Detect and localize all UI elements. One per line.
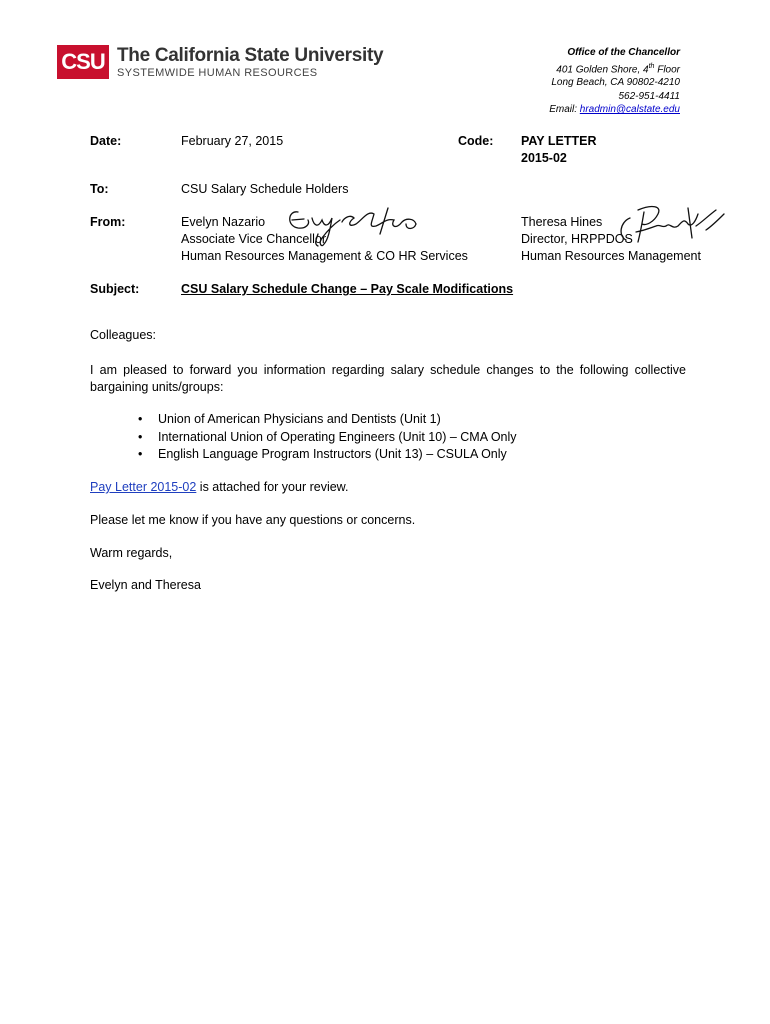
questions-paragraph: Please let me know if you have any questions or concerns. bbox=[90, 513, 416, 527]
attachment-paragraph: Pay Letter 2015-02 is attached for your review. bbox=[90, 480, 349, 494]
signature-evelyn bbox=[284, 200, 434, 250]
list-item: • Union of American Physicians and Dentists (Unit 1) bbox=[138, 411, 517, 429]
csu-logo bbox=[57, 45, 383, 79]
signature-theresa bbox=[612, 200, 727, 250]
sender-1-dept: Human Resources Management & CO HR Services bbox=[181, 249, 468, 263]
logo-subtitle: SYSTEMWIDE HUMAN RESOURCES bbox=[117, 66, 318, 79]
address-line2: Long Beach, CA 90802-4210 bbox=[551, 77, 680, 89]
date-label: Date: bbox=[90, 134, 122, 148]
sender-2-dept: Human Resources Management bbox=[521, 249, 701, 263]
list-item: • English Language Program Instructors (Unit 13) – CSULA Only bbox=[138, 446, 517, 464]
phone-number: 562-951-4411 bbox=[618, 90, 680, 102]
greeting: Colleagues: bbox=[90, 328, 157, 342]
code-value: PAY LETTER 2015-02 bbox=[521, 134, 597, 165]
from-label: From: bbox=[90, 215, 126, 229]
email-link[interactable]: hradmin@calstate.edu bbox=[579, 104, 680, 116]
bargaining-units-list bbox=[138, 411, 517, 464]
subject-label: Subject: bbox=[90, 282, 140, 296]
list-item: • International Union of Operating Engineers (Unit 10) – CMA Only bbox=[138, 429, 517, 447]
pay-letter-link[interactable]: Pay Letter 2015-02 bbox=[90, 480, 197, 494]
sender-1-name: Evelyn Nazario bbox=[181, 215, 266, 229]
email-line: Email: hradmin@calstate.edu bbox=[549, 104, 680, 116]
office-title: Office of the Chancellor bbox=[567, 47, 680, 58]
to-label: To: bbox=[90, 182, 109, 196]
sender-1-title: Associate Vice Chancellor bbox=[181, 232, 326, 246]
signoff: Evelyn and Theresa bbox=[90, 578, 201, 592]
csu-logo-mark: CSU bbox=[57, 45, 109, 79]
to-value: CSU Salary Schedule Holders bbox=[181, 182, 349, 196]
closing: Warm regards, bbox=[90, 546, 173, 560]
date-value: February 27, 2015 bbox=[181, 134, 284, 148]
address-line1: 401 Golden Shore, 4th Floor bbox=[556, 62, 680, 75]
bullet-icon: • bbox=[138, 429, 143, 444]
sender-2-name: Theresa Hines bbox=[521, 215, 603, 229]
office-address bbox=[549, 46, 680, 117]
code-label: Code: bbox=[458, 134, 494, 148]
bullet-icon: • bbox=[138, 447, 143, 461]
intro-paragraph: I am pleased to forward you information regarding salary schedule changes to the following collective bargaining units/groups: bbox=[90, 363, 686, 394]
subject-value: CSU Salary Schedule Change – Pay Scale Modifications bbox=[181, 282, 514, 296]
sender-2-title: Director, HRPPDOS bbox=[521, 232, 633, 246]
bullet-icon: • bbox=[138, 412, 143, 426]
logo-title: The California State University bbox=[117, 44, 384, 66]
